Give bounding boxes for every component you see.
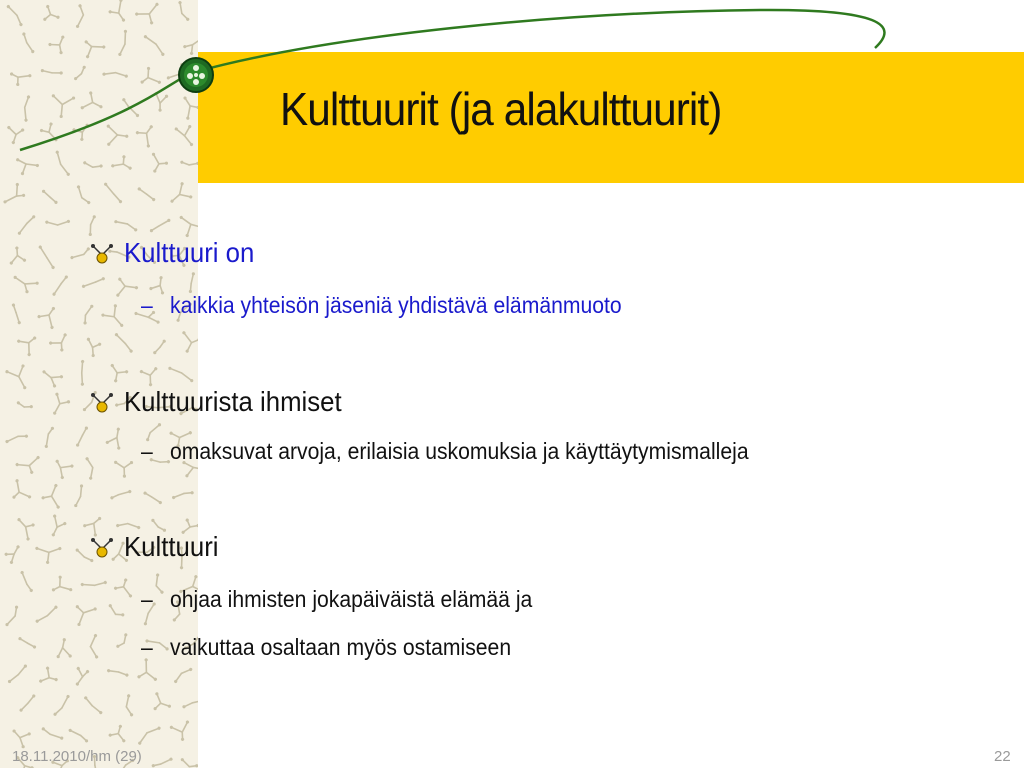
molecule-bullet-icon: [90, 537, 114, 561]
bullet-1-sub-1: kaikkia yhteisön jäseniä yhdistävä elämänmuoto: [170, 292, 622, 318]
bullet-2-text: Kulttuurista ihmiset: [124, 386, 342, 417]
sub-dash: –: [141, 438, 153, 464]
footer-date: 18.11.2010/hm (29): [12, 748, 142, 765]
sub-dash: –: [141, 586, 153, 612]
sub-dash: –: [141, 634, 153, 660]
bullet-3-text: Kulttuuri: [124, 531, 219, 562]
slide-title: Kulttuurit (ja alakulttuurit): [280, 83, 722, 135]
slide-number: 22: [994, 748, 1011, 765]
molecule-bullet-icon: [90, 243, 114, 267]
bullet-3-sub-2: vaikuttaa osaltaan myös ostamiseen: [170, 634, 512, 660]
bullet-2-sub-1: omaksuvat arvoja, erilaisia uskomuksia ja käyttäytymismalleja: [170, 438, 749, 464]
molecule-bullet-icon: [90, 392, 114, 416]
bullet-1-text: Kulttuuri on: [124, 237, 255, 268]
sub-dash: –: [141, 292, 153, 318]
bullet-3-sub-1: ohjaa ihmisten jokapäiväistä elämää ja: [170, 586, 533, 612]
